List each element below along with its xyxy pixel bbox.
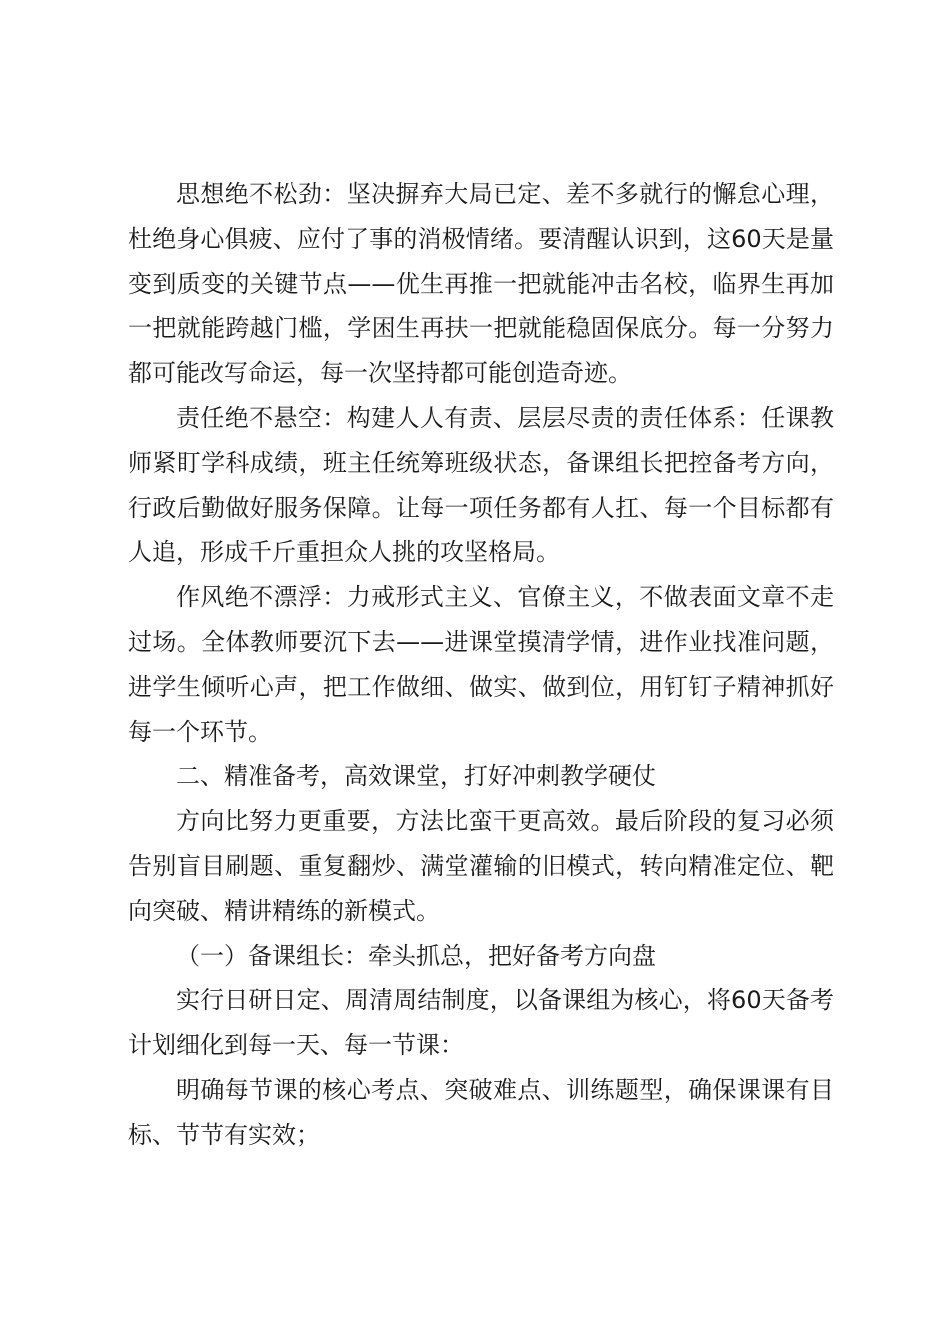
subsection-heading-1: （一）备课组长：牵头抓总，把好备考方向盘 bbox=[176, 941, 656, 970]
paragraph-direction: 方向比努力更重要，方法比蛮干更高效。最后阶段的复习必须告别盲目刷题、重复翻炒、满堂灌输的旧模式，转向精准定位、靶向突破、精讲精练的新模式。 bbox=[128, 807, 834, 925]
paragraph-thinking: 思想绝不松劲：坚决摒弃大局已定、差不多就行的懈怠心理，杜绝身心俱疲、应付了事的消极情绪。要清醒认识到，这60天是量变到质变的关键节点——优生再推一把就能冲击名校，临界生再加一把就能跨越门槛，学困生再扶一把就能稳固保底分。每一分努力都可能改写命运，每一次坚持都可能创造奇迹。 bbox=[128, 180, 834, 388]
paragraph-work-style: 作风绝不漂浮：力戒形式主义、官僚主义，不做表面文章不走过场。全体教师要沉下去——进课堂摸清学情，进作业找准问题，进学生倾听心声，把工作做细、做实、做到位，用钉钉子精神抓好每一个环节。 bbox=[128, 583, 834, 746]
paragraph-daily-research: 实行日研日定、周清周结制度，以备课组为核心，将60天备考计划细化到每一天、每一节课： bbox=[128, 986, 834, 1060]
paragraph-responsibility: 责任绝不悬空：构建人人有责、层层尽责的责任体系：任课教师紧盯学科成绩，班主任统筹班级状态，备课组长把控备考方向，行政后勤做好服务保障。让每一项任务都有人扛、每一个目标都有人追，形成千斤重担众人挑的攻坚格局。 bbox=[128, 403, 834, 567]
paragraph-lesson-goals: 明确每节课的核心考点、突破难点、训练题型，确保课课有目标、节节有实效； bbox=[128, 1075, 834, 1149]
document-body bbox=[128, 172, 834, 1158]
section-heading-2: 二、精准备考，高效课堂，打好冲刺教学硬仗 bbox=[176, 762, 656, 791]
